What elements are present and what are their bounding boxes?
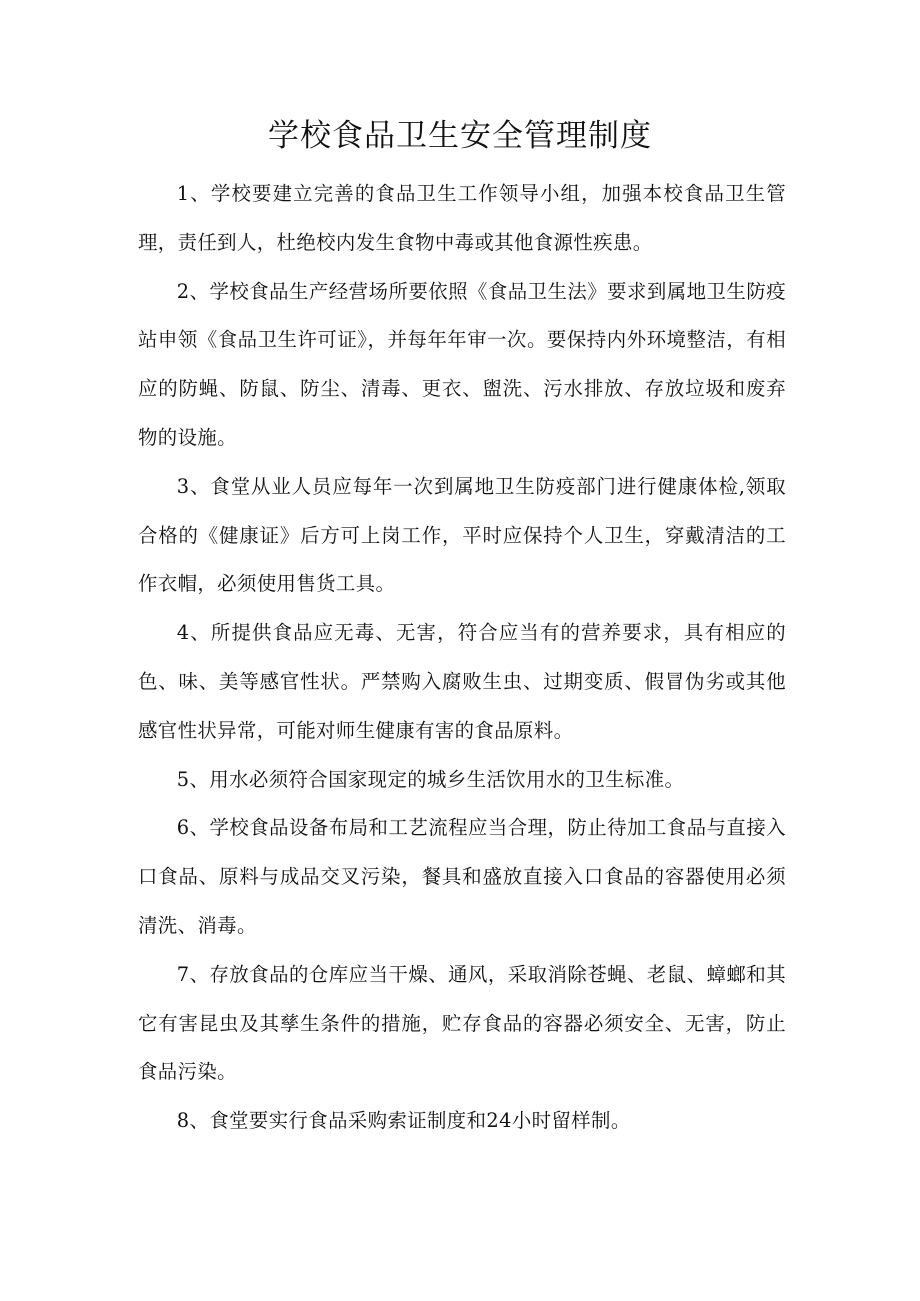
paragraph-2: 2、学校食品生产经营场所要依照《食品卫生法》要求到属地卫生防疫站申领《食品卫生许可证》，并每年年审一次。要保持内外环境整洁，有相应的防蝇、防鼠、防尘、清毒、更衣、盥洗、污水排放、存放垃圾和废弃物的设施。 [138,279,786,449]
paragraph-8: 8、食堂要实行食品采购索证制度和24小时留样制。 [176,1109,631,1133]
paragraph-4: 4、所提供食品应无毒、无害，符合应当有的营养要求，具有相应的色、味、美等感官性状。严禁购入腐败生虫、过期变质、假冒伪劣或其他感官性状异常，可能对师生健康有害的食品原料。 [138,621,786,742]
paragraph-5: 5、用水必须符合国家现定的城乡生活饮用水的卫生标准。 [176,767,685,791]
paragraph-7: 7、存放食品的仓库应当干燥、通风，采取消除苍蝇、老鼠、蟑螂和其它有害昆虫及其孳生条件的措施，贮存食品的容器必须安全、无害，防止食品污染。 [138,962,786,1084]
document-body [138,170,786,1146]
document-title: 学校食品卫生安全管理制度 [268,118,652,154]
paragraph-1: 1、学校要建立完善的食品卫生工作领导小组，加强本校食品卫生管理，责任到人，杜绝校内发生食物中毒或其他食源性疾患。 [138,182,786,254]
paragraph-6: 6、学校食品设备布局和工艺流程应当合理，防止待加工食品与直接入口食品、原料与成品交叉污染，餐具和盛放直接入口食品的容器使用必须清洗、消毒。 [138,816,786,937]
paragraph-3: 3、食堂从业人员应每年一次到属地卫生防疫部门进行健康体检,领取合格的《健康证》后方可上岗工作，平时应保持个人卫生，穿戴清洁的工作衣帽，必须使用售货工具。 [138,474,786,596]
